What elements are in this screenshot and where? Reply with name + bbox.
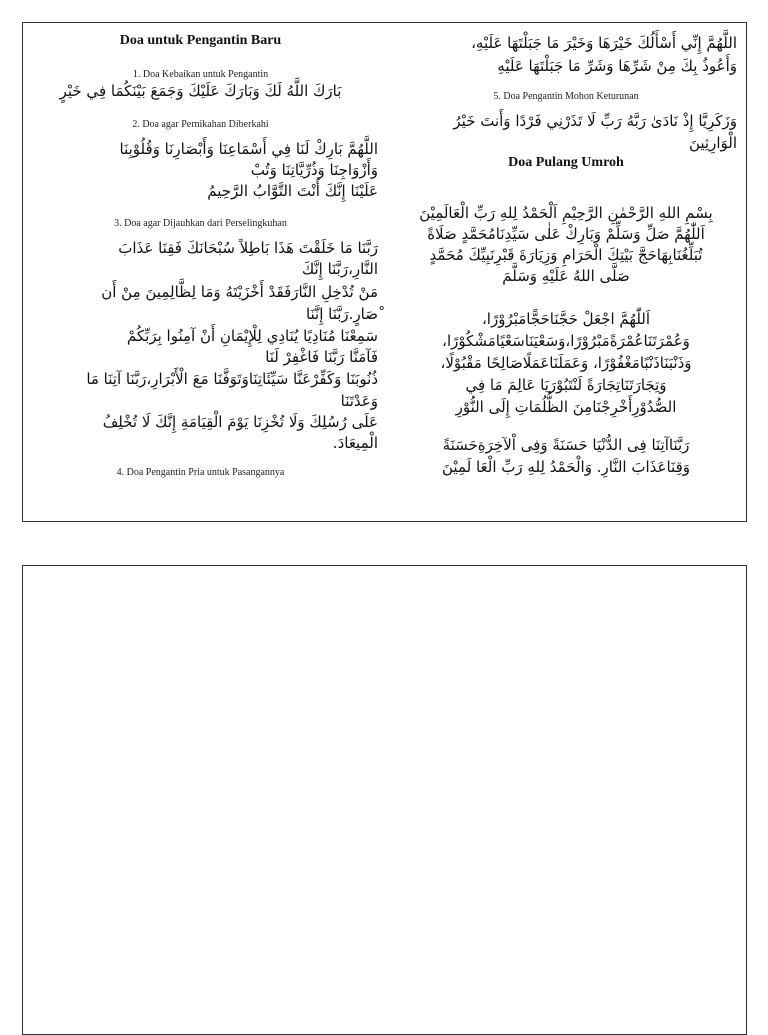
section-3-line: وَعَدْتَنَا <box>340 392 378 410</box>
section-3-line: النَّارِ،رَبَّنَا إِنَّكَ <box>301 260 378 278</box>
umroh-line: وَعُمْرَتَنَاعُمْرَةًمَبْرُوْرًا،وَسَعْيَنَاسَعْيًامَشْكُوْرًا، <box>442 332 690 350</box>
section-3-heading: 3. Doa agar Dijauhkan dari Perselingkuhan <box>114 218 287 229</box>
section-3-line: عَلَى رُسُلِكَ وَلَا تُخْزِنَا يَوْمَ الْقِيَامَةِ إِنَّكَ لَا تُخْلِفُ <box>102 413 378 431</box>
document-page-1 <box>22 22 747 522</box>
section-5-line: وَزَكَرِيَّا إِذْ نَادَىٰ رَبَّهُ رَبِّ لَا تَذَرْنِي فَرْدًا وَأَنتَ خَيْرُ <box>453 112 737 130</box>
section-3-line: رَبَّنَا مَا خَلَقْتَ هَذَا بَاطِلاً سُبْحَانَكَ فَقِنَا عَذَابَ <box>118 239 378 257</box>
section-2-line: اللَّهُمَّ بَارِكْ لَنَا فِي أَسْمَاعِنَا وَأَبْصَارِنَا وَقُلُوْبِنَا <box>119 140 378 158</box>
umroh-title: Doa Pulang Umroh <box>508 155 624 170</box>
umroh-line: تُبَلِّغُنَابِهَاحَجَّ بَيْتِكَ الْحَرَامِ وَزِيَارَةَ قَبْرِنَبِيِّكَ مُحَمَّدٍ <box>429 246 703 264</box>
section-3-line: ْصَارٍ.رَبَّنَا إِنَّنَا <box>305 305 378 323</box>
umroh-line: وَقِنَاعَذَابَ النَّارِ. وَالْحَمْدُ لِلهِ رَبِّ الْعَا لَمِيْنَ <box>442 458 690 476</box>
section-2-heading: 2. Doa agar Pernikahan Diberkahi <box>132 119 269 130</box>
section-3-line: مَنْ تُدْخِلِ النَّارَفَقَدْ أَخْزَيْتَهُ وَمَا لِظَّالِمِينَ مِنْ أَن <box>101 283 378 301</box>
section-4-line: وَأَعُوذُ بِكَ مِنْ شَرِّهَا وَشَرِّ مَا جَبَلْتَهَا عَلَيْهِ <box>497 57 737 75</box>
section-3-line: سَمِعْنَا مُنَادِيًا يُنَادِي لِلْإِيْمَانِ أَنْ آمِنُوا بِرَبِّكُمْ <box>126 327 378 345</box>
section-4-line: اللَّهُمَّ إِنِّي أَسْأَلُكَ خَيْرَهَا وَخَيْرَ مَا جَبَلْتَهَا عَلَيْهِ، <box>471 34 737 52</box>
section-5-heading: 5. Doa Pengantin Mohon Keturunan <box>493 91 639 102</box>
section-3-line: ذُنُوبَنَا وَكَفِّرْعَنَّا سَيِّئَاتِنَاوَتَوَفَّنَا مَعَ الْأَبْرَارِ،رَبَّنَا آتِنَا مَا <box>86 370 378 388</box>
section-3-line: فَآمَنَّا رَبَّنَا فَاغْفِرْ لَنَا <box>265 348 378 366</box>
section-5-line: الْوَارِثِينَ <box>688 134 737 152</box>
section-1-heading: 1. Doa Kebaikan untuk Pengantin <box>132 69 269 80</box>
section-1-arabic: بَارَكَ اللَّهُ لَكَ وَبَارَكَ عَلَيْكَ وَجَمَعَ بَيْنَكُمَا فِي خَيْرٍ <box>59 82 342 100</box>
section-2-line: عَلَيْنَا إِنَّكَ أَنْتَ التَّوَّابُ الرَّحِيمُ <box>207 182 378 200</box>
page-title: Doa untuk Pengantin Baru <box>119 33 282 48</box>
document-page-2 <box>22 565 747 1035</box>
umroh-line: وَتِجَارَتَنَاتِجَارَةً لَنْتَبُوْرَيَا عَالِمَ مَا فِي <box>465 376 667 394</box>
umroh-line: اَللّٰهُمَّ اجْعَلْ حَجَّنَاحَجًّامَبْرُوْرًا، <box>481 310 651 328</box>
section-4-heading: 4. Doa Pengantin Pria untuk Pasangannya <box>116 467 285 478</box>
umroh-line: رَبَّنَاآتِنَا فِى الدُّنْيَا حَسَنَةً وَفِى اْلآخِرَةِحَسَنَةً <box>442 436 690 454</box>
umroh-line: وَذَنْبَنَاذَنْبًامَغْفُوْرًا، وَعَمَلَنَاعَمَلًاصَالِحًا مَقْبُوْلًا، <box>440 354 692 372</box>
umroh-line: صَلَّى اللهُ عَلَيْهِ وَسَلَّمَ <box>502 267 630 285</box>
umroh-line: الصُّدُوْرِأَخْرِجْنَامِنَ الظُّلُمَاتِ إِلَى النُّوْرِ <box>455 398 677 416</box>
umroh-line: اَللّٰهُمَّ صَلِّ وَسَلِّمْ وَبَارِكْ عَلٰى سَيِّدِنَامُحَمَّدٍ صَلَاةً <box>427 225 705 243</box>
umroh-line: بِسْمِ اللهِ الرَّحْمٰنِ الرَّحِيْمِ اَلْحَمْدُ لِلهِ رَبِّ الْعَالَمِيْنَ <box>419 204 713 222</box>
section-2-line: وَأَزْوَاجِنَا وَذُرِّيَّاتِنَا وَتُبْ <box>250 161 378 179</box>
section-3-line: الْمِيعَادَ. <box>332 434 378 452</box>
